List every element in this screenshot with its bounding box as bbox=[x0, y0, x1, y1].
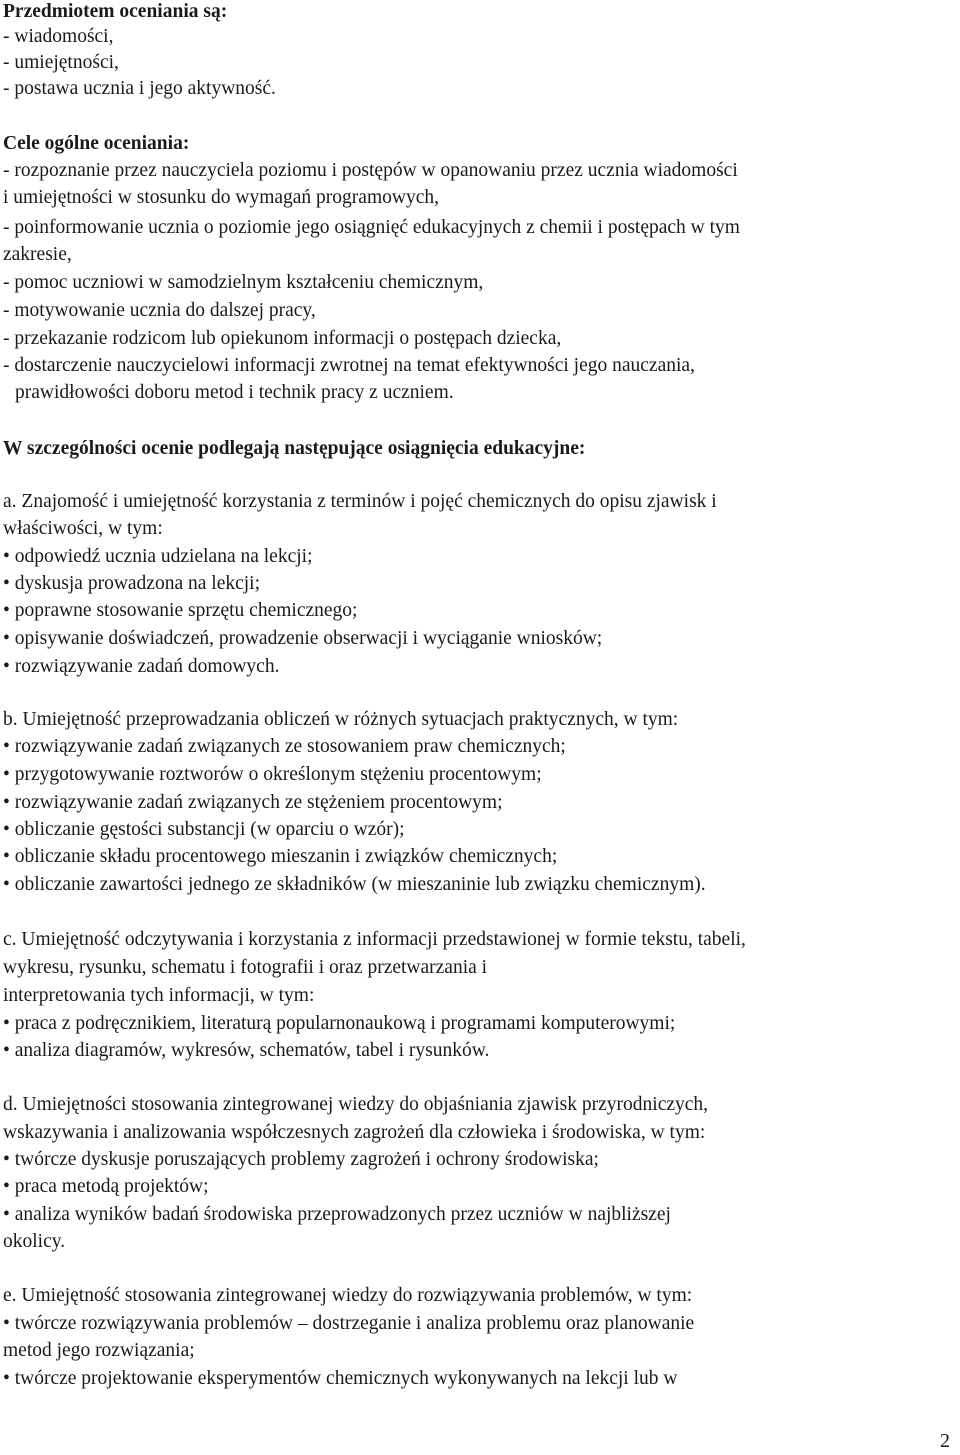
bullet-item: • obliczanie składu procentowego mieszanin i związków chemicznych; bbox=[3, 846, 558, 867]
bullet-item: • twórcze rozwiązywania problemów – dostrzeganie i analiza problemu oraz planowanie bbox=[3, 1313, 695, 1334]
bullet-item: • twórcze projektowanie eksperymentów chemicznych wykonywanych na lekcji lub w bbox=[3, 1368, 678, 1389]
bullet-item: • praca metodą projektów; bbox=[3, 1176, 209, 1197]
bullet-item: • przygotowywanie roztworów o określonym stężeniu procentowym; bbox=[3, 764, 542, 785]
bullet-item: • analiza wyników badań środowiska przeprowadzonych przez uczniów w najbliższej bbox=[3, 1204, 671, 1225]
list-item: - umiejętności, bbox=[3, 52, 119, 73]
list-item: - motywowanie ucznia do dalszej pracy, bbox=[3, 300, 316, 321]
heading-goals: Cele ogólne oceniania: bbox=[3, 133, 190, 154]
bullet-item: • twórcze dyskusje poruszających problemy zagrożeń i ochrony środowiska; bbox=[3, 1149, 599, 1170]
bullet-item: • rozwiązywanie zadań związanych ze stężeniem procentowym; bbox=[3, 792, 503, 813]
bullet-item: • obliczanie zawartości jednego ze składników (w mieszaninie lub związku chemicznym). bbox=[3, 874, 706, 895]
section-b-title: b. Umiejętność przeprowadzania obliczeń w różnych sytuacjach praktycznych, w tym: bbox=[3, 709, 679, 730]
bullet-item: • praca z podręcznikiem, literaturą popularnonaukową i programami komputerowymi; bbox=[3, 1013, 676, 1034]
page-number: 2 bbox=[940, 1430, 950, 1452]
bullet-item: • obliczanie gęstości substancji (w oparciu o wzór); bbox=[3, 819, 405, 840]
section-a-title: a. Znajomość i umiejętność korzystania z terminów i pojęć chemicznych do opisu zjawisk i bbox=[3, 491, 717, 512]
bullet-item: • rozwiązywanie zadań domowych. bbox=[3, 656, 280, 677]
bullet-item: • opisywanie doświadczeń, prowadzenie obserwacji i wyciąganie wniosków; bbox=[3, 628, 603, 649]
section-c-title: wykresu, rysunku, schematu i fotografii i oraz przetwarzania i bbox=[3, 957, 488, 978]
bullet-item: • poprawne stosowanie sprzętu chemicznego; bbox=[3, 600, 358, 621]
list-item: - rozpoznanie przez nauczyciela poziomu i postępów w opanowaniu przez ucznia wiadomości bbox=[3, 160, 738, 181]
list-item: - dostarczenie nauczycielowi informacji zwrotnej na temat efektywności jego nauczania, bbox=[3, 355, 695, 376]
section-c-title: c. Umiejętność odczytywania i korzystania z informacji przedstawionej w formie tekstu, tabeli, bbox=[3, 929, 746, 950]
list-item-continued: prawidłowości doboru metod i technik pracy z uczniem. bbox=[15, 382, 454, 403]
heading-achievements: W szczególności ocenie podlegają następujące osiągnięcia edukacyjne: bbox=[3, 438, 586, 459]
bullet-item: • odpowiedź ucznia udzielana na lekcji; bbox=[3, 546, 313, 567]
list-item: - poinformowanie ucznia o poziomie jego osiągnięć edukacyjnych z chemii i postępach w tym bbox=[3, 217, 740, 238]
list-item: - przekazanie rodzicom lub opiekunom informacji o postępach dziecka, bbox=[3, 328, 562, 349]
section-a-title: właściwości, w tym: bbox=[3, 518, 163, 539]
list-item-continued: i umiejętności w stosunku do wymagań programowych, bbox=[3, 187, 439, 208]
list-item: - postawa ucznia i jego aktywność. bbox=[3, 78, 276, 99]
section-c-title: interpretowania tych informacji, w tym: bbox=[3, 985, 315, 1006]
list-item-continued: zakresie, bbox=[3, 244, 72, 265]
section-d-title: d. Umiejętności stosowania zintegrowanej wiedzy do objaśniania zjawisk przyrodniczych, bbox=[3, 1094, 709, 1115]
bullet-item: • dyskusja prowadzona na lekcji; bbox=[3, 573, 261, 594]
heading-subjects: Przedmiotem oceniania są: bbox=[3, 1, 228, 22]
bullet-item: • analiza diagramów, wykresów, schematów, tabel i rysunków. bbox=[3, 1040, 490, 1061]
list-item: - pomoc uczniowi w samodzielnym kształceniu chemicznym, bbox=[3, 272, 484, 293]
bullet-item-continued: metod jego rozwiązania; bbox=[3, 1340, 195, 1361]
section-d-title: wskazywania i analizowania współczesnych zagrożeń dla człowieka i środowiska, w tym: bbox=[3, 1122, 706, 1143]
bullet-item-continued: okolicy. bbox=[3, 1231, 66, 1252]
list-item: - wiadomości, bbox=[3, 26, 114, 47]
bullet-item: • rozwiązywanie zadań związanych ze stosowaniem praw chemicznych; bbox=[3, 736, 566, 757]
section-e-title: e. Umiejętność stosowania zintegrowanej wiedzy do rozwiązywania problemów, w tym: bbox=[3, 1285, 693, 1306]
